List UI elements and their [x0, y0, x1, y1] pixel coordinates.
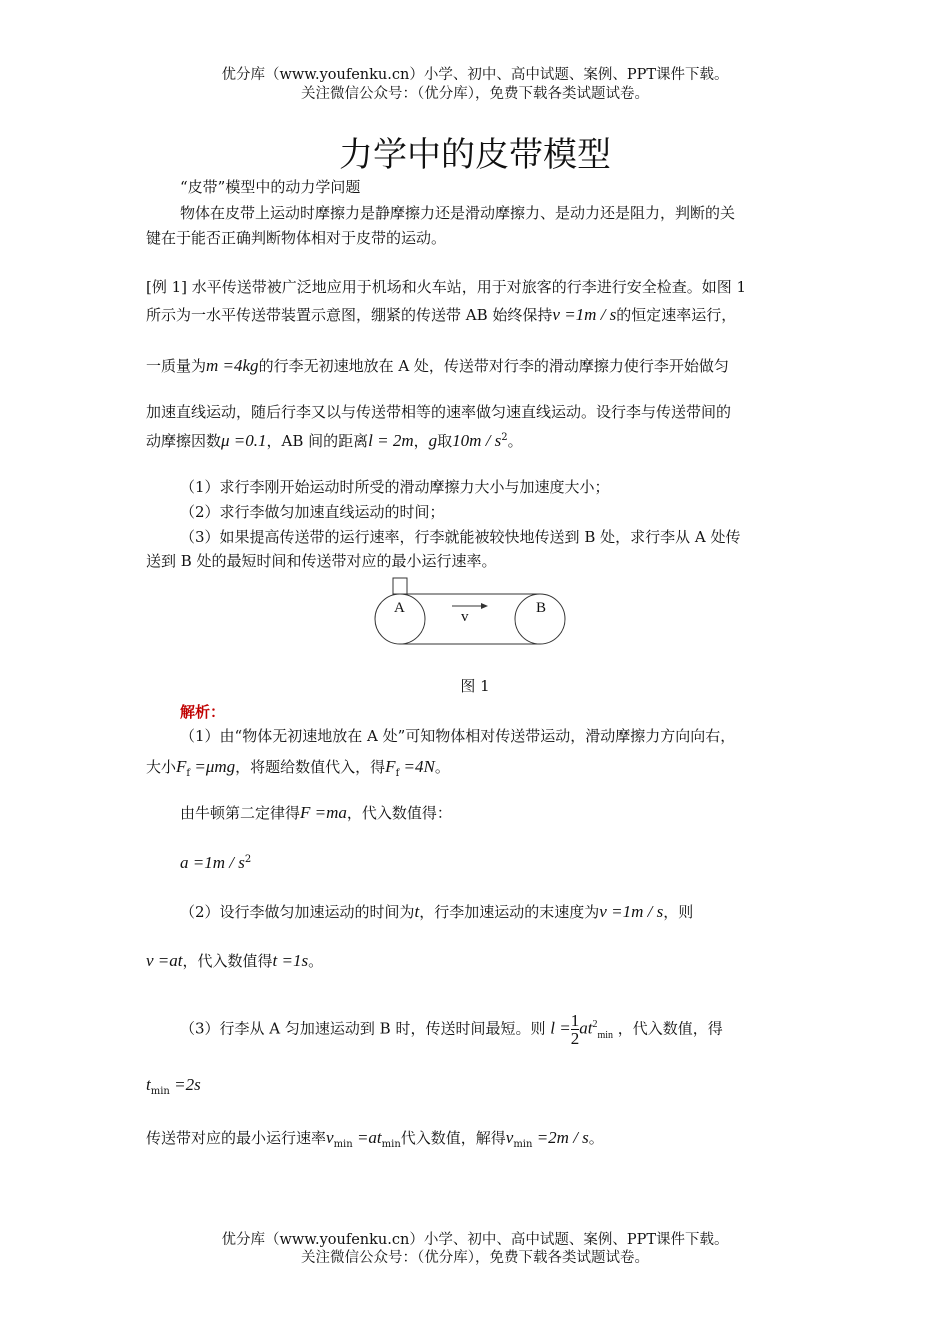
formula-g: g	[428, 431, 438, 450]
formula-newton: F =ma	[300, 803, 347, 822]
question-1: （1）求行李刚开始运动时所受的滑动摩擦力大小与加速度大小；	[180, 478, 610, 496]
conveyor-belt-figure	[370, 574, 570, 654]
question-3-line-2: 送到 B 处的最短时间和传送带对应的最小运行速率。	[146, 552, 497, 570]
formula-vmin: =at	[352, 1128, 382, 1147]
formula-tmin: =2s	[169, 1075, 201, 1094]
solution-line-9: 传送带对应的最小运行速率$v_{min} =at_{min}$代入数值，解得$v_{min} =2m / s$。	[146, 1128, 604, 1150]
page-title: 力学中的皮带模型	[339, 135, 611, 175]
label-a: A	[394, 600, 405, 616]
example-line-2: 所示为一水平传送带装置示意图，绷紧的传送带 AB 始终保持v =1m / s的恒定速率运行，	[146, 305, 737, 324]
solution-line-8: $t_{min} =2s$	[146, 1075, 201, 1097]
formula-friction: =μmg	[190, 757, 236, 776]
solution-heading: 解析：	[180, 703, 226, 721]
footer-line-2: 关注微信公众号：（优分库），免费下载各类试题试卷。	[301, 1250, 649, 1266]
formula-g-value: 10m / s	[452, 431, 502, 450]
solution-line-6: v =at，代入数值得t =1s。	[146, 951, 324, 970]
footer-line-1: 优分库（www.youfenku.cn）小学、初中、高中试题、案例、PPT课件下载。	[221, 1232, 729, 1248]
formula-v-at: v =at	[146, 951, 183, 970]
header-line-1: 优分库（www.youfenku.cn）小学、初中、高中试题、案例、PPT课件下载。	[221, 67, 729, 83]
solution-line-2: 大小$F_f =\mu mg$，将题给数值代入，得$F_f =4N$。	[146, 757, 450, 779]
formula-acceleration: a =1m / s	[180, 853, 245, 872]
solution-line-7: （3）行李从 A 匀加速运动到 B 时，传送时间最短。则 l = $\frac{1}{2}$ $at^2_{min}$ ，代入数值，得	[180, 1011, 723, 1048]
formula-final-velocity: v =1m / s	[599, 902, 664, 921]
formula-vmin-value: =2m / s	[532, 1128, 589, 1147]
formula-distance: l = $\frac{1}{2}$ $at^2_{min}$	[550, 1011, 614, 1048]
intro-line-1: 物体在皮带上运动时摩擦力是静摩擦力还是滑动摩擦力、是动力还是阻力，判断的关	[180, 204, 736, 222]
formula-friction-value: =4N	[399, 757, 435, 776]
fraction-one-half: $\frac{1}{2}$	[570, 1011, 580, 1048]
luggage-box	[393, 578, 407, 594]
example-line-1: [例 1] 水平传送带被广泛地应用于机场和火车站，用于对旅客的行李进行安全检查。如图 1	[146, 278, 747, 296]
formula-time: t =1s	[272, 951, 309, 970]
intro-line-2: 键在于能否正确判断物体相对于皮带的运动。	[146, 229, 447, 247]
label-v: v	[461, 609, 469, 625]
solution-line-4: $a =1m / s^2$	[180, 853, 252, 872]
label-b: B	[536, 600, 547, 616]
formula-v: v =1m / s	[552, 305, 617, 324]
question-3-line-1: （3）如果提高传送带的运行速率，行李就能被较快地传送到 B 处，求行李从 A 处传	[180, 528, 741, 546]
question-2: （2）求行李做匀加速直线运动的时间；	[180, 503, 445, 521]
formula-mu: μ =0.1	[221, 431, 267, 450]
solution-line-1: （1）由“物体无初速地放在 A 处”可知物体相对传送带运动，滑动摩擦力方向向右，	[180, 727, 736, 745]
velocity-arrow-head	[481, 603, 488, 609]
formula-l: l = 2m	[368, 431, 414, 450]
subtitle: “皮带”模型中的动力学问题	[180, 178, 361, 196]
solution-line-3: 由牛顿第二定律得F =ma，代入数值得：	[180, 803, 452, 822]
formula-m: m =4kg	[206, 356, 259, 375]
example-line-5: 动摩擦因数μ =0.1，AB 间的距离l = 2m，g取$10m / s^2$。	[146, 431, 523, 450]
figure-caption: 图 1	[460, 677, 490, 695]
example-line-3: 一质量为m =4kg的行李无初速地放在 A 处，传送带对行李的滑动摩擦力使行李开始做匀	[146, 356, 729, 375]
example-line-4: 加速直线运动，随后行李又以与传送带相等的速率做匀速直线运动。设行李与传送带间的	[146, 403, 732, 421]
header-line-2: 关注微信公众号：（优分库），免费下载各类试题试卷。	[301, 86, 649, 102]
solution-line-5: （2）设行李做匀加速运动的时间为t，行李加速运动的末速度为v =1m / s，则	[180, 902, 694, 921]
